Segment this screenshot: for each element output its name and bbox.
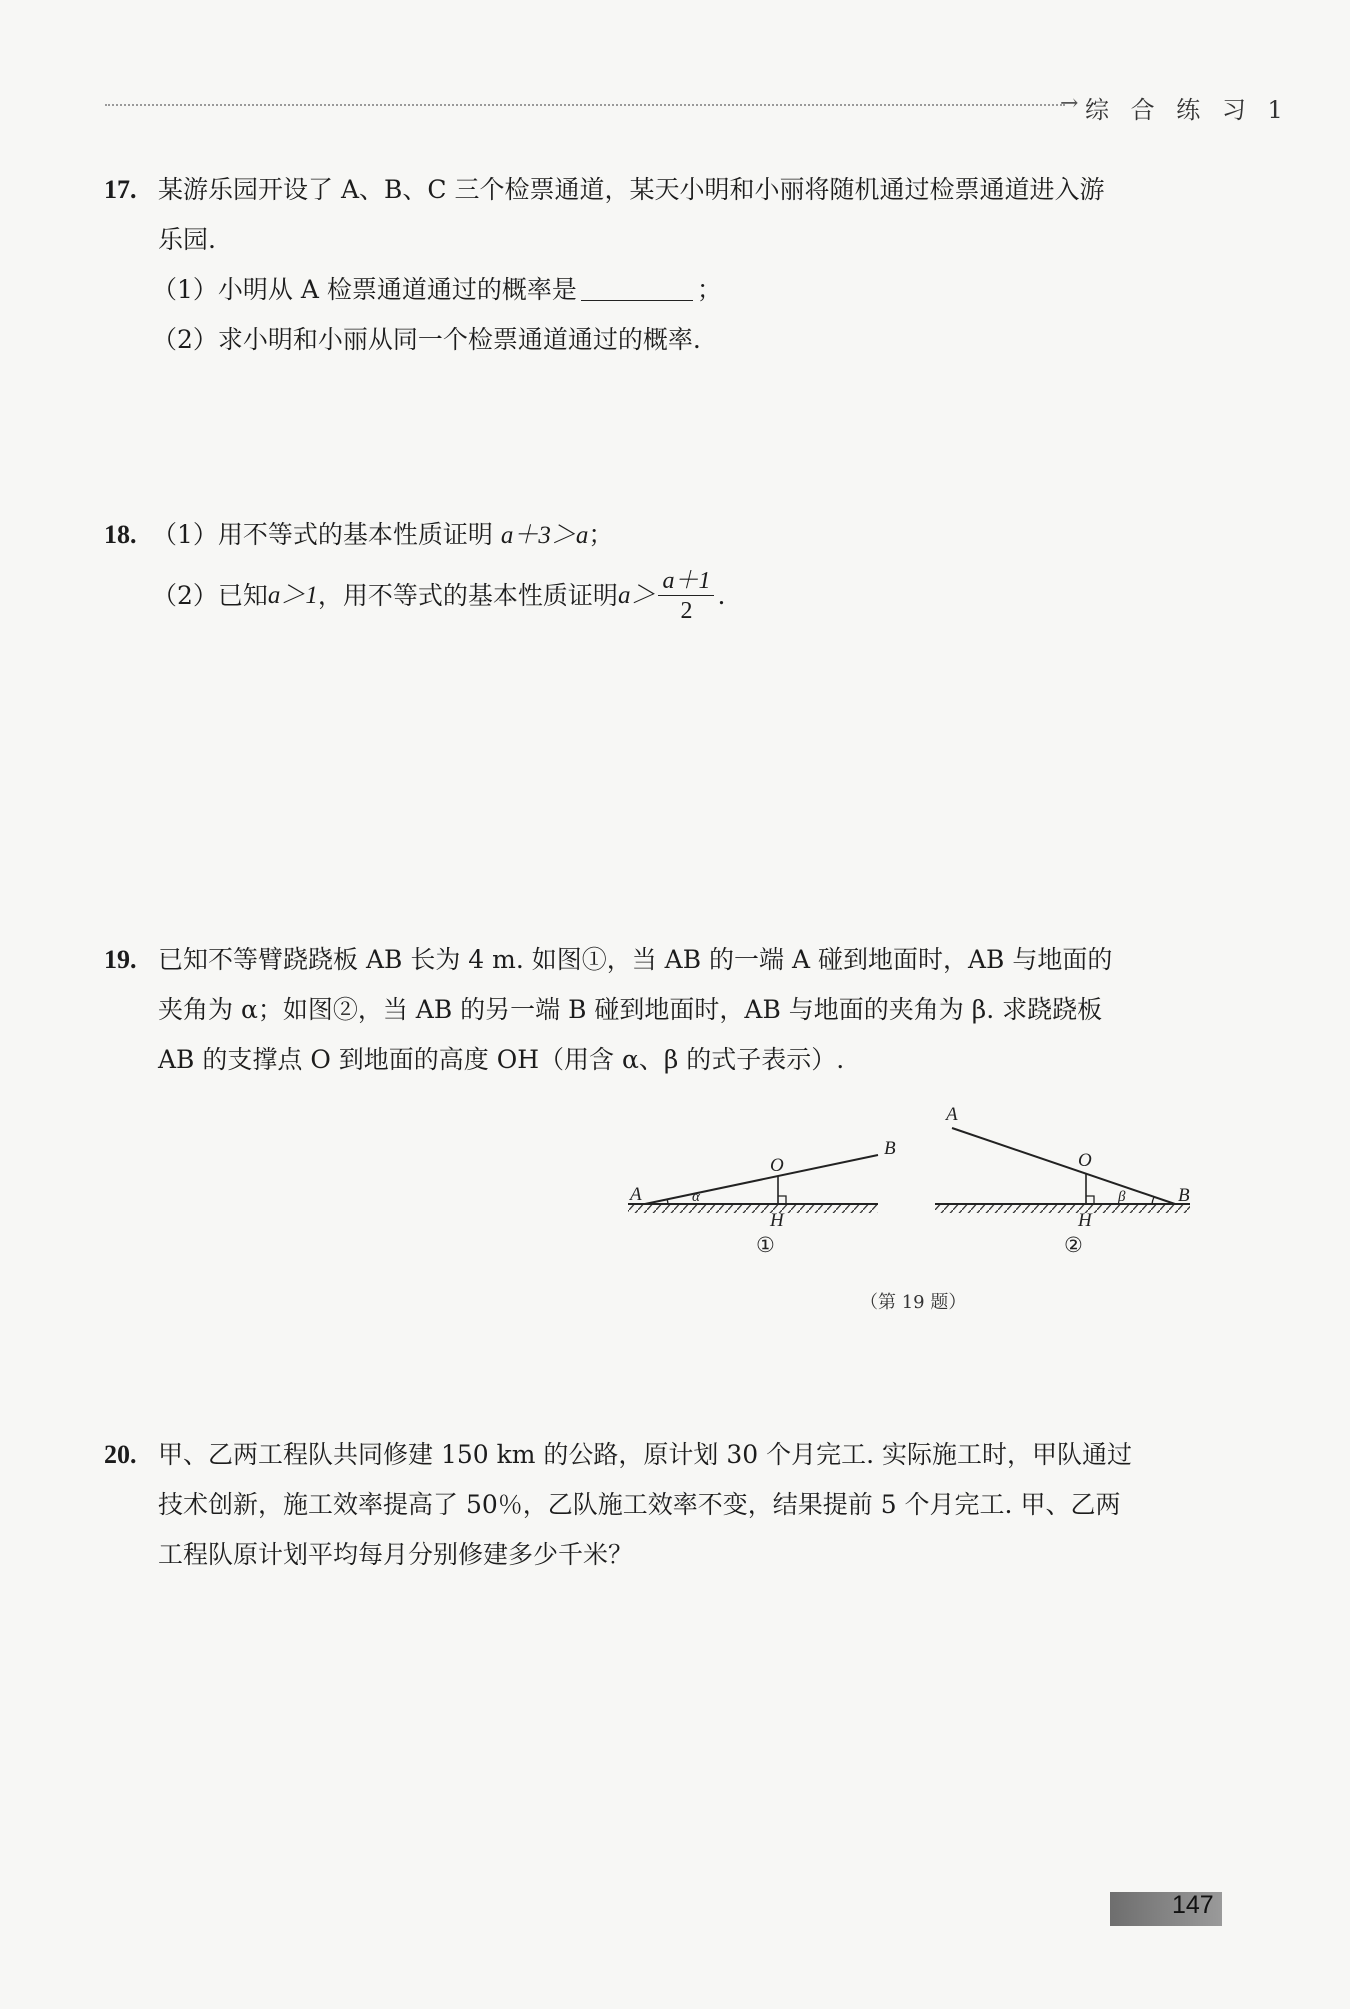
sub-question-text: ，用不等式的基本性质证明 bbox=[317, 581, 618, 611]
figure-caption: （第 19 题） bbox=[860, 1292, 967, 1313]
point-label-h: H bbox=[1078, 1210, 1092, 1231]
fraction-denominator: 2 bbox=[680, 598, 693, 625]
ground-hatch bbox=[935, 1204, 1190, 1213]
inequality: a＞ bbox=[617, 582, 656, 610]
point-label-a: A bbox=[946, 1104, 958, 1125]
question-text-line: 甲、乙两工程队共同修建 150 km 的公路，原计划 30 个月完工. 实际施工时，甲队通过 bbox=[158, 1440, 1133, 1469]
sub-question-text: （2）已知 bbox=[152, 581, 268, 611]
header-rule bbox=[105, 104, 1065, 106]
angle-arc bbox=[1152, 1197, 1154, 1204]
figure-label: ② bbox=[1064, 1233, 1083, 1257]
seesaw-board bbox=[952, 1128, 1175, 1204]
question-number: 18. bbox=[104, 520, 137, 549]
seesaw-board bbox=[645, 1155, 878, 1204]
question-number: 20. bbox=[104, 1440, 137, 1469]
point-label-h: H bbox=[770, 1210, 784, 1231]
seesaw-figures bbox=[620, 1100, 1220, 1270]
ground-hatch bbox=[628, 1204, 878, 1213]
section-title: 综 合 练 习 1 bbox=[1085, 96, 1290, 124]
sub-question-2 bbox=[152, 568, 725, 625]
arrow-icon: → bbox=[1060, 91, 1079, 116]
sub-question-text: （1）用不等式的基本性质证明 bbox=[152, 520, 501, 549]
sub-question-2: （2）求小明和小丽从同一个检票通道通过的概率. bbox=[152, 325, 701, 354]
point-label-b: B bbox=[884, 1138, 896, 1159]
right-angle-mark bbox=[778, 1196, 786, 1204]
question-text-line: 某游乐园开设了 A、B、C 三个检票通道，某天小明和小丽将随机通过检票通道进入游 bbox=[158, 175, 1105, 204]
sub-question-1 bbox=[152, 275, 722, 305]
point-label-b: B bbox=[1178, 1185, 1190, 1206]
question-text-line: 工程队原计划平均每月分别修建多少千米？ bbox=[158, 1540, 634, 1569]
question-text-line: 夹角为 α；如图②，当 AB 的另一端 B 碰到地面时，AB 与地面的夹角为 β. 求跷跷板 bbox=[158, 995, 1103, 1024]
sub-question-text: （1）小明从 A 检票通道通过的概率是 bbox=[152, 275, 577, 304]
point-label-a: A bbox=[630, 1184, 642, 1205]
figure-label: ① bbox=[756, 1233, 775, 1257]
page-number: 147 bbox=[1172, 1891, 1214, 1919]
figure-1 bbox=[628, 1138, 896, 1257]
punctuation: ； bbox=[588, 520, 614, 549]
punctuation: . bbox=[717, 581, 726, 611]
fraction bbox=[658, 568, 714, 625]
angle-label-alpha: α bbox=[692, 1189, 700, 1205]
point-label-o: O bbox=[1078, 1150, 1092, 1171]
figure-2 bbox=[935, 1104, 1190, 1257]
question-text-line: 技术创新，施工效率提高了 50％，乙队施工效率不变，结果提前 5 个月完工. 甲、乙两 bbox=[158, 1490, 1121, 1519]
angle-label-beta: β bbox=[1118, 1189, 1126, 1205]
question-number: 19. bbox=[104, 945, 137, 974]
right-angle-mark bbox=[1086, 1196, 1094, 1204]
question-text-line: 已知不等臂跷跷板 AB 长为 4 m. 如图①，当 AB 的一端 A 碰到地面时，AB 与地面的 bbox=[158, 945, 1113, 974]
inequality: a＞1 bbox=[267, 582, 318, 610]
question-text-line: AB 的支撑点 O 到地面的高度 OH（用含 α、β 的式子表示）. bbox=[158, 1045, 845, 1074]
question-number: 17. bbox=[104, 175, 137, 204]
punctuation: ； bbox=[696, 275, 722, 304]
point-label-o: O bbox=[770, 1155, 784, 1176]
fraction-numerator: a＋1 bbox=[658, 568, 714, 596]
inequality: a＋3＞a bbox=[500, 522, 589, 549]
answer-blank[interactable] bbox=[581, 276, 693, 301]
question-text-line: 乐园. bbox=[158, 225, 216, 254]
sub-question-1 bbox=[152, 520, 613, 551]
